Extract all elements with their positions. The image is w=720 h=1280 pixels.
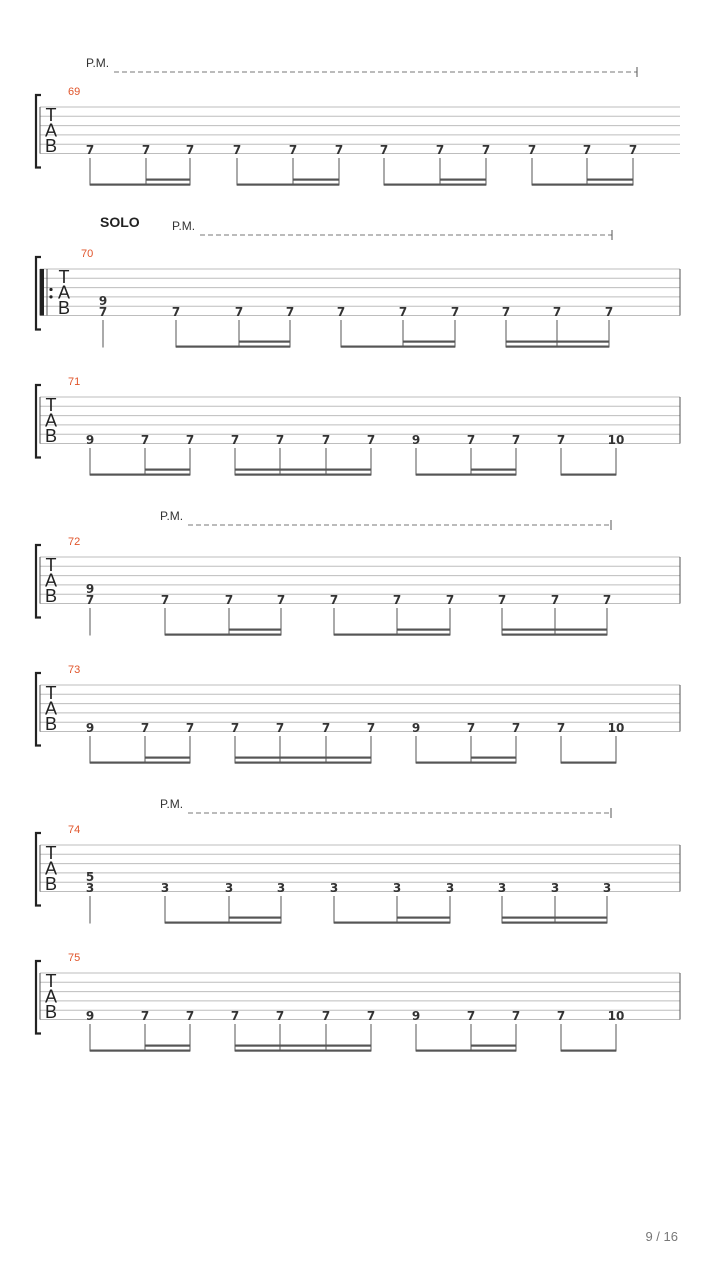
fret-number: 7 — [232, 143, 242, 157]
fret-number: 3 — [224, 881, 234, 895]
fret-number: 7 — [398, 305, 408, 319]
fret-number: 7 — [230, 721, 240, 735]
fret-number: 3 — [392, 881, 402, 895]
tab-clef-letter: A — [57, 282, 71, 303]
fret-number: 7 — [466, 1009, 476, 1023]
beam-secondary — [235, 757, 371, 759]
beam — [502, 634, 607, 636]
fret-number: 7 — [466, 721, 476, 735]
beam-secondary — [471, 469, 516, 471]
fret-number: 7 — [550, 593, 560, 607]
fret-number: 7 — [141, 143, 151, 157]
fret-number: 7 — [185, 143, 195, 157]
beam — [384, 184, 486, 186]
fret-number: 7 — [224, 593, 234, 607]
beam-secondary — [146, 179, 190, 181]
section-label: SOLO — [100, 214, 140, 230]
beam-secondary — [229, 917, 281, 919]
fret-number: 7 — [336, 305, 346, 319]
staff-system — [36, 214, 680, 348]
fret-number: 7 — [556, 1009, 566, 1023]
fret-number: 7 — [628, 143, 638, 157]
fret-number: 7 — [511, 721, 521, 735]
tab-clef-letter: B — [44, 874, 58, 894]
beam-secondary — [239, 341, 290, 343]
tab-clef-letter: B — [44, 714, 58, 734]
fret-number: 7 — [275, 433, 285, 447]
measure-number: 74 — [68, 824, 81, 836]
fret-number: 7 — [556, 721, 566, 735]
measure-number: 75 — [68, 952, 81, 964]
beam — [334, 634, 450, 636]
beam — [416, 474, 516, 476]
beam — [561, 474, 616, 476]
fret-number: 3 — [276, 881, 286, 895]
fret-number: 7 — [288, 143, 298, 157]
fret-number: 7 — [321, 433, 331, 447]
fret-number: 5 — [85, 870, 95, 884]
beam-secondary — [502, 917, 607, 919]
fret-number: 7 — [379, 143, 389, 157]
beam-secondary — [235, 1045, 371, 1047]
beam — [90, 762, 190, 764]
fret-number: 7 — [602, 593, 612, 607]
beam — [90, 184, 190, 186]
fret-number: 7 — [140, 433, 150, 447]
measure-number: 69 — [68, 86, 81, 98]
fret-number: 7 — [285, 305, 295, 319]
tab-clef-letter: T — [45, 105, 57, 125]
fret-number: 7 — [527, 143, 537, 157]
fret-number: 7 — [85, 593, 95, 607]
tab-clef-letter: T — [45, 683, 57, 703]
fret-number: 10 — [607, 433, 625, 447]
fret-number: 7 — [497, 593, 507, 607]
fret-number: 7 — [334, 143, 344, 157]
beam-secondary — [397, 629, 450, 631]
measure-number: 71 — [68, 376, 81, 388]
fret-number: 10 — [607, 1009, 625, 1023]
repeat-dot — [49, 288, 52, 291]
beam-secondary — [502, 629, 607, 631]
measure-number: 70 — [81, 248, 94, 260]
staff-system — [36, 797, 680, 924]
beam-secondary — [506, 341, 609, 343]
fret-number: 9 — [85, 433, 95, 447]
fret-number: 7 — [466, 433, 476, 447]
fret-number: 7 — [321, 721, 331, 735]
beam — [561, 762, 616, 764]
tab-clef-letter: T — [58, 267, 70, 287]
fret-number: 7 — [234, 305, 244, 319]
fret-number: 7 — [329, 593, 339, 607]
fret-number: 3 — [550, 881, 560, 895]
page-number: 9 / 16 — [645, 1229, 678, 1244]
beam — [532, 184, 633, 186]
beam — [165, 634, 281, 636]
fret-number: 3 — [497, 881, 507, 895]
tab-clef-letter: B — [44, 1002, 58, 1022]
fret-number: 7 — [552, 305, 562, 319]
tab-clef-letter: A — [44, 410, 58, 431]
fret-number: 9 — [98, 294, 108, 308]
beam — [561, 1050, 616, 1052]
beam-secondary — [145, 1045, 190, 1047]
beam — [237, 184, 339, 186]
tab-clef-letter: B — [44, 426, 58, 446]
tab-clef-letter: T — [45, 555, 57, 575]
beam-secondary — [471, 757, 516, 759]
beam — [506, 346, 609, 348]
fret-number: 7 — [366, 721, 376, 735]
staff-system — [36, 376, 680, 476]
staff-system — [36, 952, 680, 1052]
fret-number: 9 — [85, 721, 95, 735]
beam — [341, 346, 455, 348]
fret-number: 9 — [411, 433, 421, 447]
beam — [235, 474, 371, 476]
fret-number: 7 — [185, 433, 195, 447]
fret-number: 3 — [602, 881, 612, 895]
beam-secondary — [471, 1045, 516, 1047]
tab-clef-letter: T — [45, 395, 57, 415]
tab-clef-letter: A — [44, 858, 58, 879]
fret-number: 7 — [160, 593, 170, 607]
fret-number: 7 — [275, 1009, 285, 1023]
fret-number: 3 — [160, 881, 170, 895]
beam-secondary — [145, 469, 190, 471]
fret-number: 7 — [185, 721, 195, 735]
beam-secondary — [440, 179, 486, 181]
palm-mute-label: P.M. — [160, 509, 184, 523]
measure-number: 72 — [68, 536, 81, 548]
fret-number: 7 — [556, 433, 566, 447]
beam — [90, 474, 190, 476]
fret-number: 7 — [366, 433, 376, 447]
fret-number: 7 — [501, 305, 511, 319]
fret-number: 7 — [392, 593, 402, 607]
palm-mute-label: P.M. — [160, 797, 184, 811]
beam — [334, 922, 450, 924]
fret-number: 9 — [411, 721, 421, 735]
beam — [502, 922, 607, 924]
repeat-bar-thick — [40, 269, 44, 316]
fret-number: 7 — [321, 1009, 331, 1023]
fret-number: 3 — [445, 881, 455, 895]
fret-number: 9 — [411, 1009, 421, 1023]
fret-number: 7 — [511, 433, 521, 447]
fret-number: 7 — [185, 1009, 195, 1023]
fret-number: 7 — [171, 305, 181, 319]
tab-clef-letter: A — [44, 986, 58, 1007]
beam — [165, 922, 281, 924]
fret-number: 9 — [85, 1009, 95, 1023]
fret-number: 7 — [140, 1009, 150, 1023]
beam-secondary — [587, 179, 633, 181]
repeat-dot — [49, 295, 52, 298]
fret-number: 7 — [275, 721, 285, 735]
fret-number: 7 — [276, 593, 286, 607]
beam — [416, 762, 516, 764]
staff-system — [36, 509, 680, 636]
fret-number: 7 — [445, 593, 455, 607]
fret-number: 10 — [607, 721, 625, 735]
palm-mute-label: P.M. — [86, 56, 110, 70]
fret-number: 7 — [230, 433, 240, 447]
palm-mute-label: P.M. — [172, 219, 196, 233]
fret-number: 9 — [85, 582, 95, 596]
tab-clef-letter: B — [44, 136, 58, 156]
tab-clef-letter: A — [44, 698, 58, 719]
beam — [235, 1050, 371, 1052]
fret-number: 7 — [604, 305, 614, 319]
beam-secondary — [293, 179, 339, 181]
fret-number: 7 — [582, 143, 592, 157]
measure-number: 73 — [68, 664, 81, 676]
fret-number: 7 — [98, 305, 108, 319]
beam-secondary — [235, 469, 371, 471]
fret-number: 3 — [329, 881, 339, 895]
beam — [235, 762, 371, 764]
beam-secondary — [403, 341, 455, 343]
tab-clef-letter: A — [44, 120, 58, 141]
fret-number: 7 — [435, 143, 445, 157]
fret-number: 7 — [511, 1009, 521, 1023]
beam-secondary — [229, 629, 281, 631]
staff-system — [36, 664, 680, 764]
staff-system — [36, 56, 680, 186]
fret-number: 7 — [140, 721, 150, 735]
tab-clef-letter: A — [44, 570, 58, 591]
beam — [90, 1050, 190, 1052]
beam-secondary — [397, 917, 450, 919]
beam-secondary — [145, 757, 190, 759]
fret-number: 7 — [230, 1009, 240, 1023]
fret-number: 7 — [481, 143, 491, 157]
fret-number: 7 — [450, 305, 460, 319]
tab-clef-letter: T — [45, 971, 57, 991]
beam — [416, 1050, 516, 1052]
tab-clef-letter: B — [44, 586, 58, 606]
fret-number: 7 — [85, 143, 95, 157]
tab-clef-letter: T — [45, 843, 57, 863]
fret-number: 7 — [366, 1009, 376, 1023]
fret-number: 3 — [85, 881, 95, 895]
tab-clef-letter: B — [57, 298, 71, 318]
beam — [176, 346, 290, 348]
